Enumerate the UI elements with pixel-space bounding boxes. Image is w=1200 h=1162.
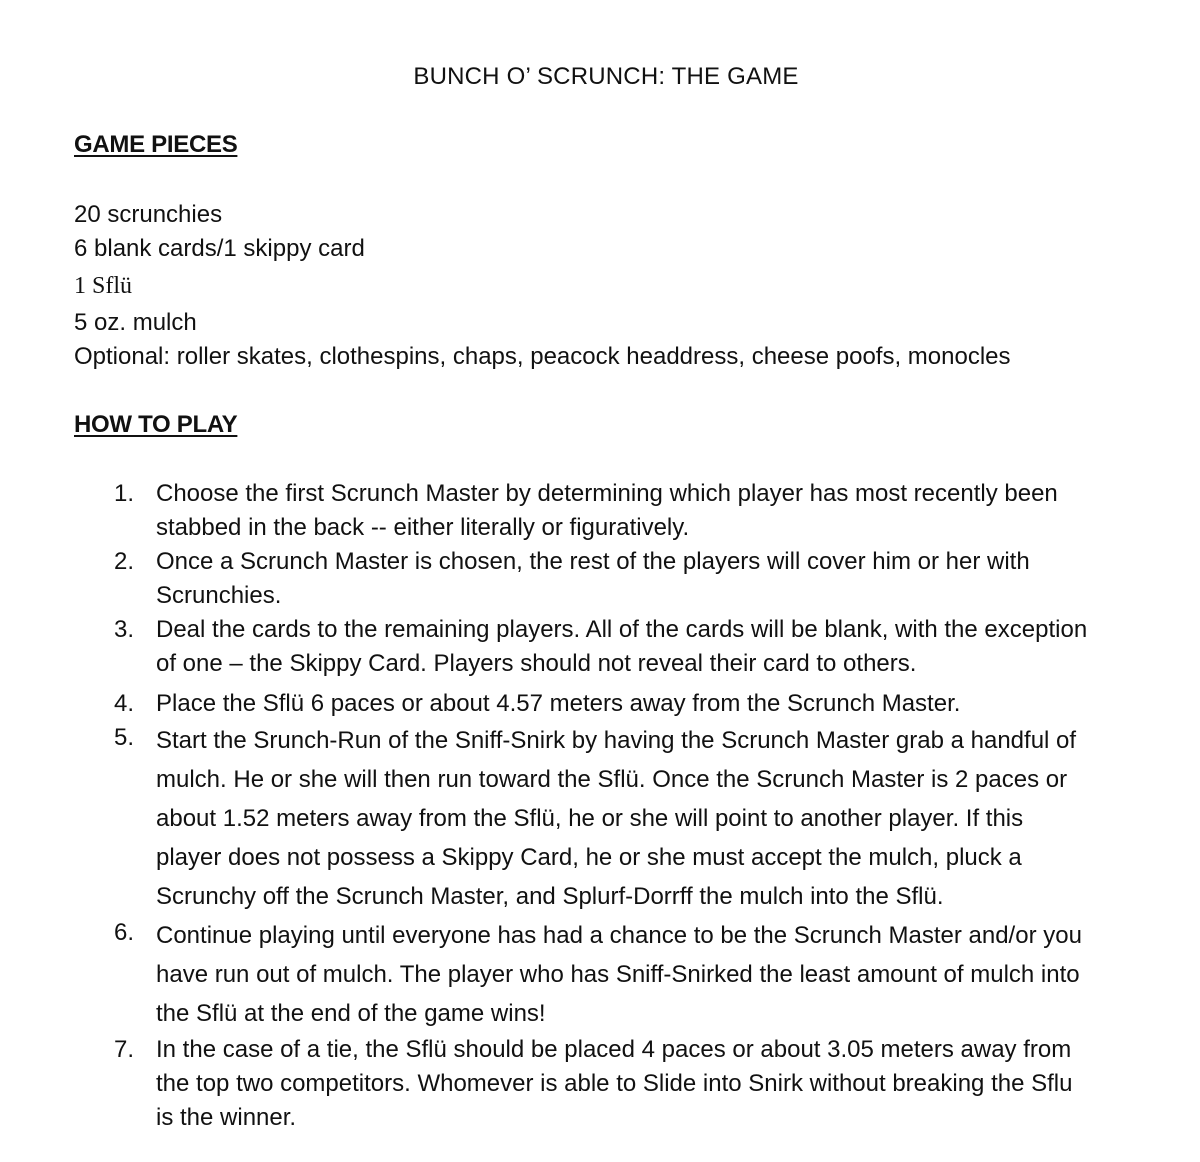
step-item	[108, 545, 1148, 613]
list-item: Optional: roller skates, clothespins, chaps, peacock headdress, cheese poofs, monocles	[74, 343, 1011, 370]
list-item: 20 scrunchies	[74, 201, 223, 228]
step-item	[108, 613, 1148, 681]
step-number: 6.	[114, 919, 135, 946]
how-to-play-steps	[108, 477, 1148, 1135]
step-number: 3.	[114, 616, 135, 643]
list-item: 5 oz. mulch	[74, 309, 197, 336]
step-number: 7.	[114, 1036, 135, 1063]
step-item	[108, 721, 1148, 916]
step-text: Once a Scrunch Master is chosen, the rest of the players will cover him or her with Scrunchies.	[156, 548, 1030, 609]
step-text: In the case of a tie, the Sflü should be placed 4 paces or about 3.05 meters away from the top two competitors. Whomever is able to Slide into Snirk without breaking the Sflu is the winner.	[156, 1036, 1073, 1131]
step-text: Choose the first Scrunch Master by determining which player has most recently been stabbed in the back -- either literally or figuratively.	[156, 480, 1058, 541]
step-text: Continue playing until everyone has had a chance to be the Scrunch Master and/or you have run out of mulch. The player who has Sniff-Snirked the least amount of mulch into the Sflü at the end of the game wins!	[156, 922, 1082, 1027]
step-number: 2.	[114, 548, 135, 575]
game-pieces-list	[74, 198, 1011, 374]
step-text: Deal the cards to the remaining players. All of the cards will be blank, with the exception of one – the Skippy Card. Players should not reveal their card to others.	[156, 616, 1088, 677]
step-text: Place the Sflü 6 paces or about 4.57 meters away from the Scrunch Master.	[156, 690, 961, 717]
step-item	[108, 687, 1148, 721]
step-item	[108, 477, 1148, 545]
step-number: 4.	[114, 690, 135, 717]
step-item	[108, 916, 1148, 1033]
step-item	[108, 1033, 1148, 1135]
document-title: BUNCH O’ SCRUNCH: THE GAME	[413, 63, 799, 90]
game-pieces-heading: GAME PIECES	[74, 131, 238, 158]
how-to-play-heading: HOW TO PLAY	[74, 411, 238, 438]
step-number: 5.	[114, 724, 135, 751]
list-item: 6 blank cards/1 skippy card	[74, 235, 365, 262]
list-item: 1 Sflü	[74, 273, 133, 299]
step-number: 1.	[114, 480, 135, 507]
step-text: Start the Srunch-Run of the Sniff-Snirk by having the Scrunch Master grab a handful of mulch. He or she will then run toward the Sflü. Once the Scrunch Master is 2 paces or about 1.52 meters away from the Sflü, he or she will point to another player. If this player does not possess a Skippy Card, he or she must accept the mulch, pluck a Scrunchy off the Scrunch Master, and Splurf-Dorrff the mulch into the Sflü.	[156, 727, 1077, 910]
